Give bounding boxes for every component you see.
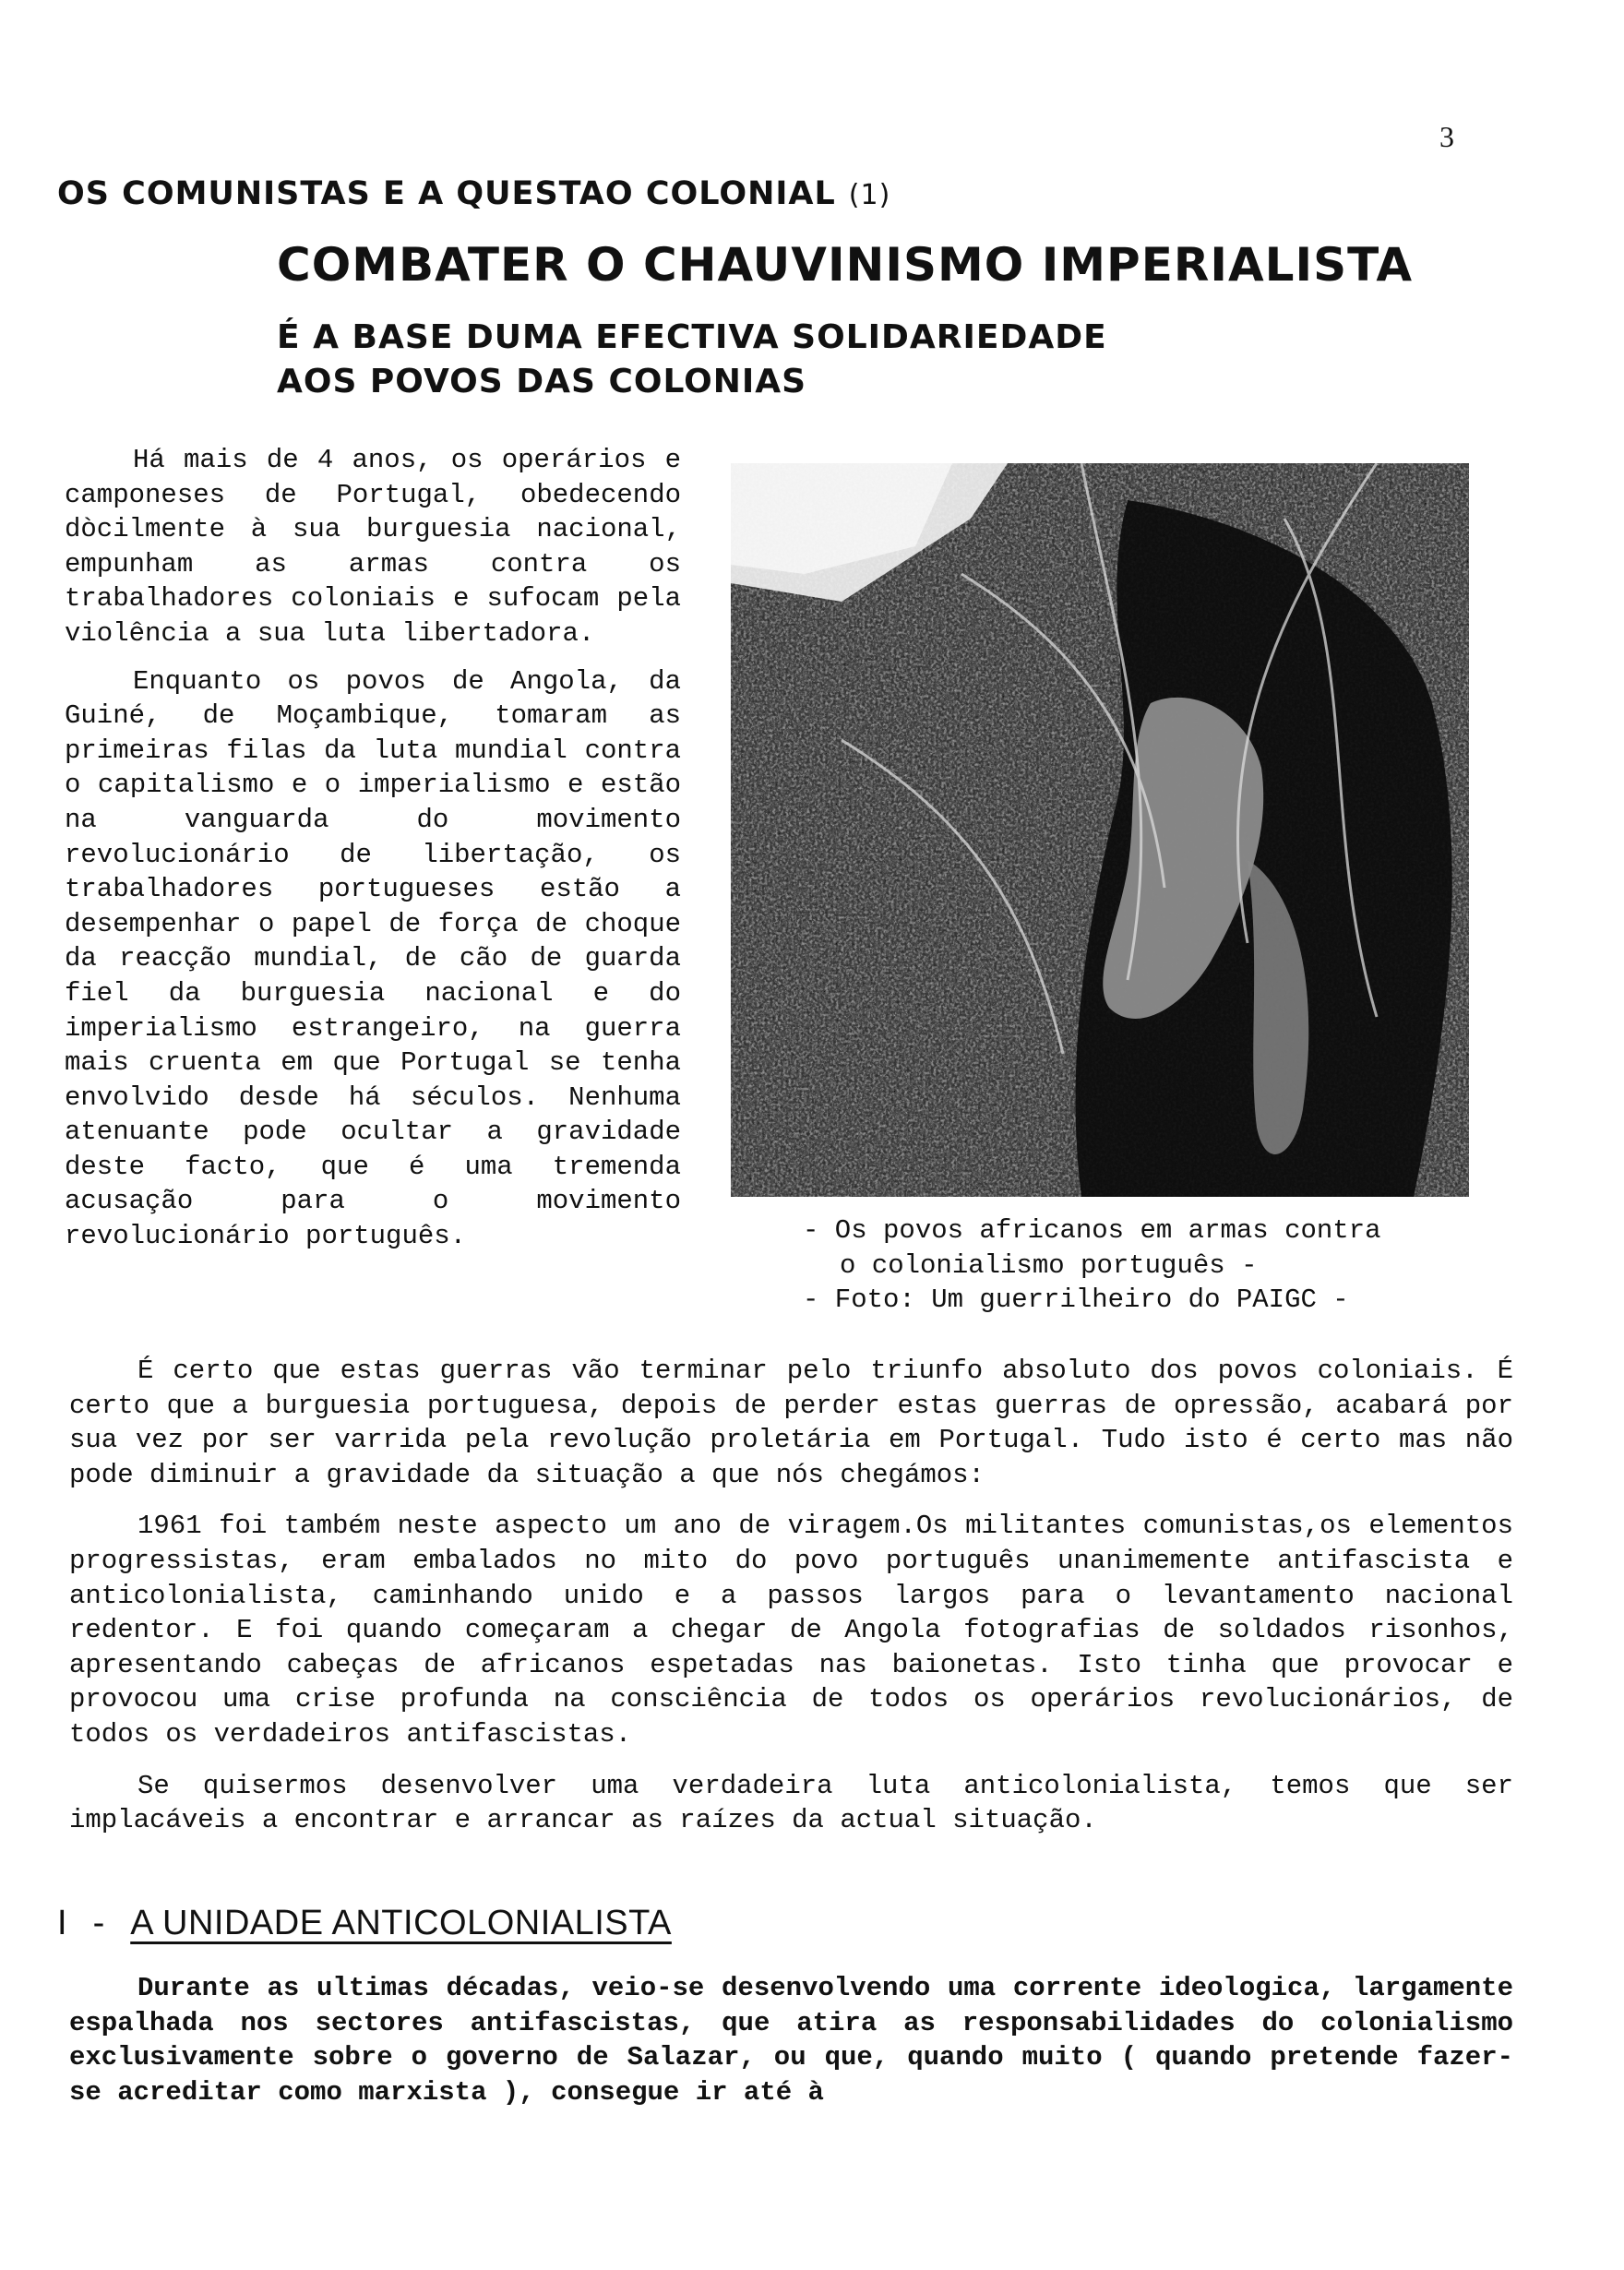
paragraph: Enquanto os povos de Angola, da Guiné, de Moçambique, tomaram as primeiras filas da luta mundial contra o capitalismo e o imperialismo e estão na vanguarda do movimento revolucionário de libertação, os trabalhadores portugueses estão a desempenhar o papel de força de choque da reacção mundial, de cão de guarda fiel da burguesia nacional e do imperialismo estrangeiro, na guerra mais cruenta em que Portugal se tenha envolvido desde há séculos. Nenhuma atenuante pode ocultar a gravidade deste facto, que é uma tremenda acusação para o movimento revolucionário português. bbox=[65, 665, 681, 1252]
section-number: I bbox=[57, 1904, 67, 1942]
kicker-text: OS COMUNISTAS E A QUESTAO COLONIAL bbox=[57, 175, 836, 212]
paragraph: Durante as ultimas décadas, veio-se desenvolvendo uma corrente ideologica, largamente espalhada nos sectores antifascistas, que atira as responsabilidades do colonialismo exclusivamente sobre o governo de Salazar, ou que, quando muito ( quando pretende fazer-se acreditar como marxista ), consegue ir até à bbox=[69, 1973, 1513, 2108]
main-body-text bbox=[69, 1354, 1513, 1855]
subheadline-line-1: É A BASE DUMA EFECTIVA SOLIDARIEDADE bbox=[277, 318, 1107, 356]
section-heading bbox=[57, 1904, 672, 1943]
paragraph: Há mais de 4 anos, os operários e camponeses de Portugal, obedecendo dòcilmente à sua burguesia nacional, empunham as armas contra os trabalhadores coloniais e sufocam pela violência a sua luta libertadora. bbox=[65, 445, 681, 649]
caption-line-2: o colonialismo português - bbox=[840, 1249, 1258, 1281]
paragraph: 1961 foi também neste aspecto um ano de viragem.Os militantes comunistas,os elementos progressistas, eram embalados no mito do povo português unanimemente antifascista e anticolonialista, caminhando unido e a passos largos para o levantamento nacional redentor. E foi quando começaram a chegar de Angola fotografias de soldados risonhos, apresentando cabeças de africanos espetadas nas baionetas. Isto tinha que provocar e provocou uma crise profunda na consciência de todos os operários revolucionários, de todos os verdadeiros antifascistas. bbox=[69, 1511, 1513, 1750]
guerrilla-photo bbox=[731, 463, 1469, 1197]
page-number: 3 bbox=[1439, 120, 1454, 153]
section-title: A UNIDADE ANTICOLONIALISTA bbox=[130, 1904, 672, 1942]
left-column-text bbox=[65, 443, 681, 1267]
paragraph: Se quisermos desenvolver uma verdadeira luta anticolonialista, temos que ser implacáveis a encontrar e arrancar as raízes da actual situação. bbox=[69, 1770, 1513, 1836]
caption-line-3: - Foto: Um guerrilheiro do PAIGC - bbox=[803, 1284, 1349, 1315]
caption-line-1: - Os povos africanos em armas contra bbox=[803, 1215, 1381, 1246]
paragraph: É certo que estas guerras vão terminar pelo triunfo absoluto dos povos coloniais. É certo que a burguesia portuguesa, depois de perder estas guerras de opressão, acabará por sua vez por ser varrida pela revolução proletária em Portugal. Tudo isto é certo mas não pode diminuir a gravidade da situação a que nós chegámos: bbox=[69, 1356, 1513, 1490]
kicker-footnote-mark: (1) bbox=[848, 179, 891, 211]
subheadline-line-2: AOS POVOS DAS COLONIAS bbox=[277, 363, 807, 400]
photo-caption bbox=[803, 1213, 1381, 1318]
kicker-heading bbox=[57, 175, 890, 212]
section-body-text bbox=[69, 1971, 1513, 2122]
headline: COMBATER O CHAUVINISMO IMPERIALISTA bbox=[277, 238, 1414, 292]
subheadline bbox=[277, 316, 1107, 404]
section-dash: - bbox=[92, 1904, 105, 1942]
